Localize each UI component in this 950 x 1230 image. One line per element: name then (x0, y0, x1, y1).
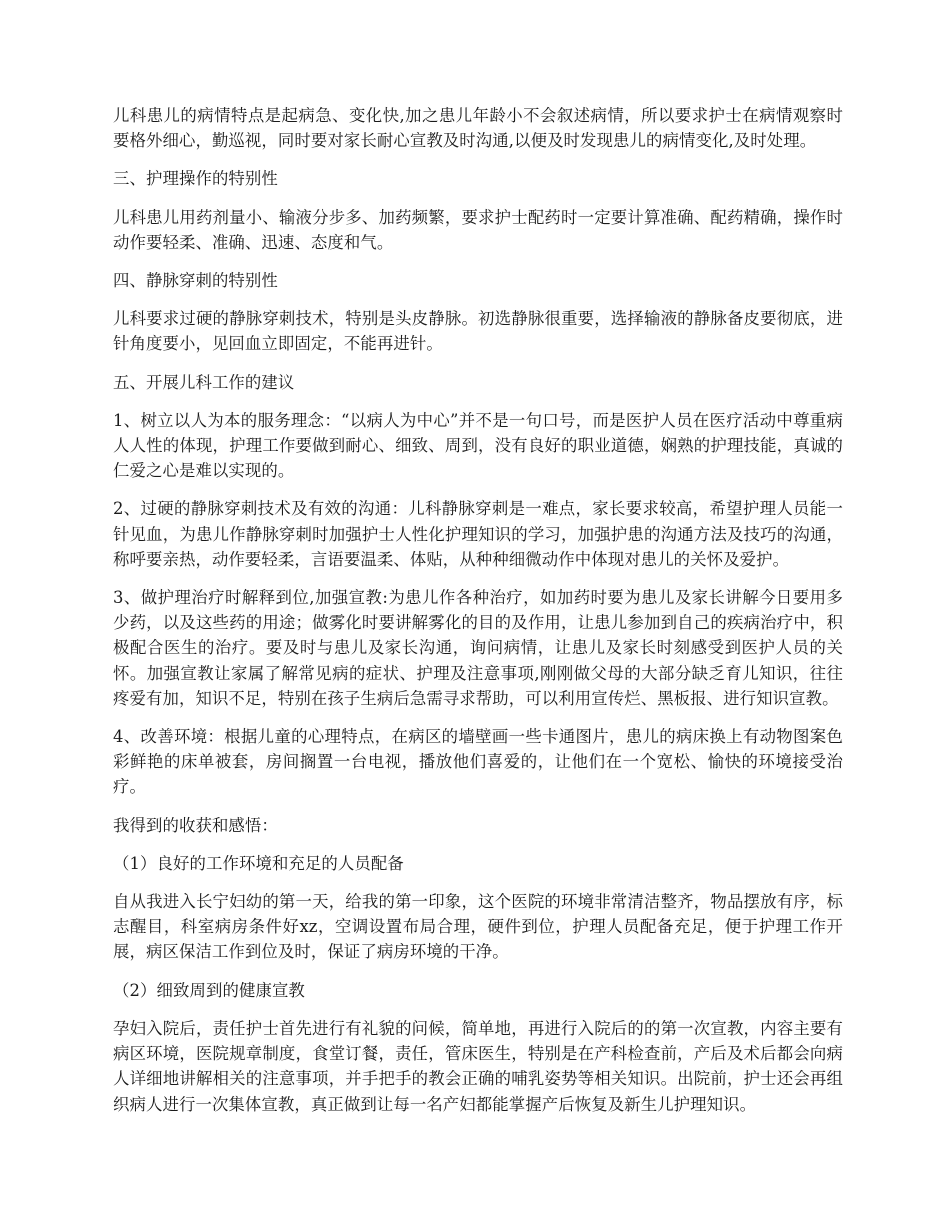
document-body (113, 103, 843, 1130)
paragraph-environment: 自从我进入长宁妇幼的第一天，给我的第一印象，这个医院的环境非常清洁整齐，物品摆放有序，标志醒目，科室病房条件好xz，空调设置布局合理，硬件到位，护理人员配备充足，便于护理工作开展，病区保洁工作到位及时，保证了病房环境的干净。 (113, 892, 843, 962)
section-heading-3: 三、护理操作的特别性 (113, 169, 278, 189)
section-heading-4: 四、静脉穿刺的特别性 (113, 271, 278, 291)
paragraph-suggestion-2: 2、过硬的静脉穿刺技术及有效的沟通：儿科静脉穿刺是一难点，家长要求较高，希望护理人员能一针见血，为患儿作静脉穿刺时加强护士人性化护理知识的学习，加强护患的沟通方法及技巧的沟通，称呼要亲热，动作要轻柔，言语要温柔、体贴，从种种细微动作中体现对患儿的关怀及爱护。 (113, 499, 843, 569)
paragraph-operation: 儿科患儿用药剂量小、输液分步多、加药频繁，要求护士配药时一定要计算准确、配药精确，操作时动作要轻柔、准确、迅速、态度和气。 (113, 207, 843, 252)
paragraph-health-education: 孕妇入院后，责任护士首先进行有礼貌的问候，简单地，再进行入院后的的第一次宣教，内容主要有病区环境，医院规章制度，食堂订餐，责任，管床医生，特别是在产科检查前，产后及术后都会向病人详细地讲解相关的注意事项，并手把手的教会正确的哺乳姿势等相关知识。出院前，护士还会再组织病人进行一次集体宣教，真正做到让每一名产妇都能掌握产后恢复及新生儿护理知识。 (113, 1018, 843, 1114)
paragraph-observation: 儿科患儿的病情特点是起病急、变化快,加之患儿年龄小不会叙述病情，所以要求护士在病情观察时要格外细心，勤巡视，同时要对家长耐心宣教及时沟通,以便及时发现患儿的病情变化,及时处理。 (113, 106, 843, 151)
subheading-environment: （1）良好的工作环境和充足的人员配备 (113, 853, 404, 873)
paragraph-suggestion-4: 4、改善环境：根据儿童的心理特点，在病区的墙壁画一些卡通图片，患儿的病床换上有动物图案色彩鲜艳的床单被套，房间搁置一台电视，播放他们喜爱的，让他们在一个宽松、愉快的环境接受治疗。 (113, 727, 843, 797)
section-heading-5: 五、开展儿科工作的建议 (113, 372, 295, 392)
paragraph-venipuncture: 儿科要求过硬的静脉穿刺技术，特别是头皮静脉。初选静脉很重要，选择输液的静脉备皮要彻底，进针角度要小，见回血立即固定，不能再进针。 (113, 309, 843, 354)
paragraph-suggestion-1: 1、树立以人为本的服务理念：“以病人为中心”并不是一句口号，而是医护人员在医疗活动中尊重病人人性的体现，护理工作要做到耐心、细致、周到，没有良好的职业道德，娴熟的护理技能，真诚的仁爱之心是难以实现的。 (113, 410, 843, 481)
section-heading-gains: 我得到的收获和感悟： (113, 815, 278, 835)
paragraph-suggestion-3: 3、做护理治疗时解释到位,加强宣教:为患儿作各种治疗，如加药时要为患儿及家长讲解今日要用多少药，以及这些药的用途；做雾化时要讲解雾化的目的及作用，让患儿参加到自己的疾病治疗中，积极配合医生的治疗。要及时与患儿及家长沟通，询问病情，让患儿及家长时刻感受到医护人员的关怀。加强宣教让家属了解常见病的症状、护理及注意事项,刚刚做父母的大部分缺乏育儿知识，往往疼爱有加，知识不足，特别在孩子生病后急需寻求帮助，可以利用宣传烂、黑板报、进行知识宣教。 (113, 588, 843, 708)
subheading-health-education: （2）细致周到的健康宣教 (113, 980, 305, 1000)
